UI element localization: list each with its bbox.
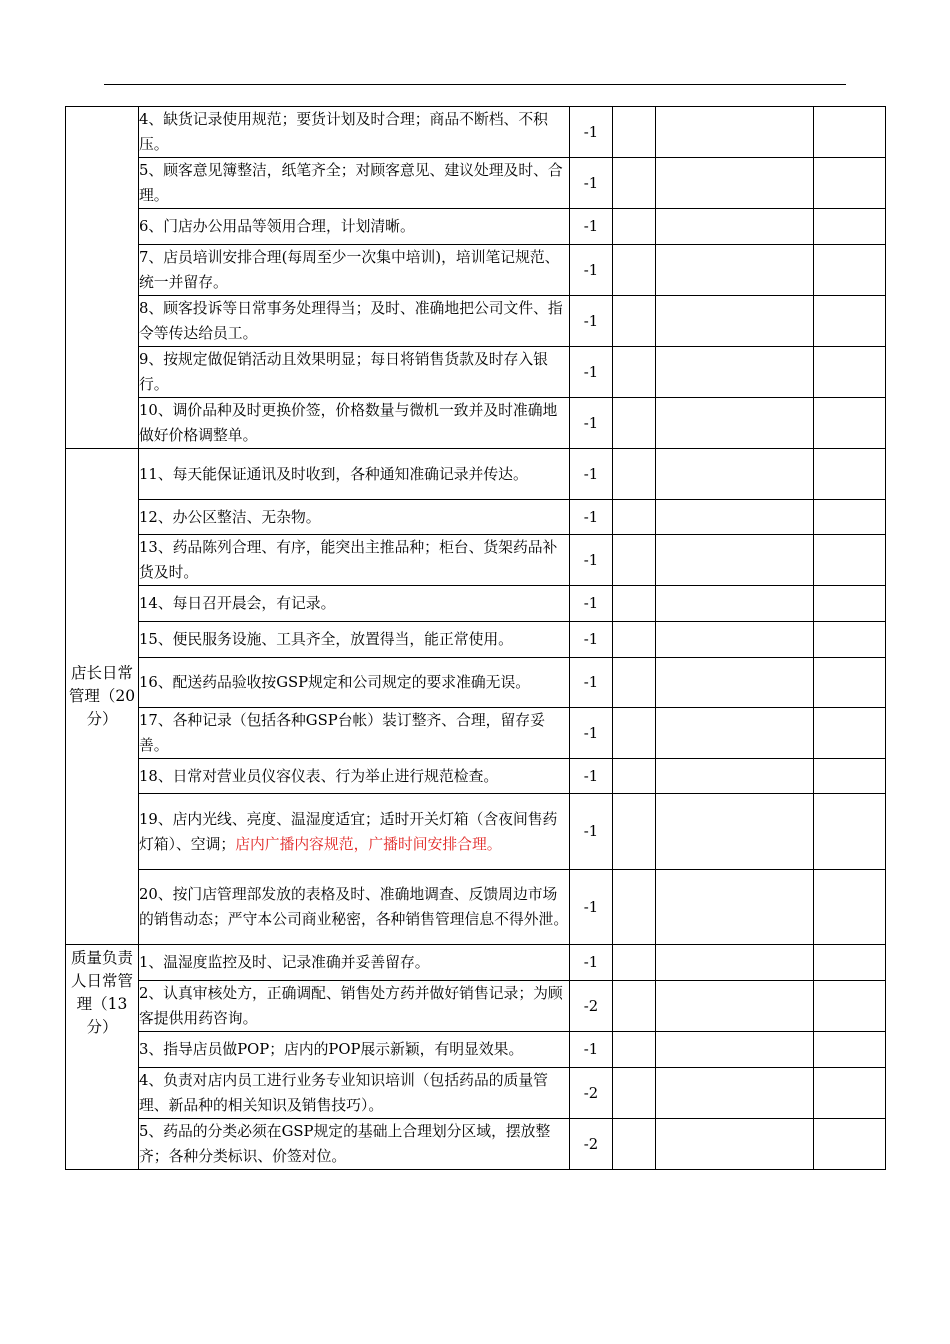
blank-cell[interactable] [613, 1119, 656, 1170]
blank-cell[interactable] [656, 107, 814, 158]
deduction-score: -1 [570, 158, 613, 209]
deduction-score: -1 [570, 398, 613, 449]
deduction-score: -1 [570, 622, 613, 658]
criterion-text: 2、认真审核处方，正确调配、销售处方药并做好销售记录；为顾客提供用药咨询。 [139, 981, 570, 1032]
blank-cell[interactable] [814, 1119, 886, 1170]
blank-cell[interactable] [656, 158, 814, 209]
blank-cell[interactable] [613, 347, 656, 398]
deduction-score: -1 [570, 500, 613, 535]
criterion-text: 1、温湿度监控及时、记录准确并妥善留存。 [139, 945, 570, 981]
blank-cell[interactable] [613, 245, 656, 296]
blank-cell[interactable] [613, 296, 656, 347]
blank-cell[interactable] [814, 209, 886, 245]
blank-cell[interactable] [814, 296, 886, 347]
table-row [66, 347, 886, 398]
blank-cell[interactable] [814, 658, 886, 708]
table-row [66, 586, 886, 622]
table-row [66, 398, 886, 449]
criterion-text: 18、日常对营业员仪容仪表、行为举止进行规范检查。 [139, 759, 570, 794]
blank-cell[interactable] [814, 622, 886, 658]
blank-cell[interactable] [613, 708, 656, 759]
deduction-score: -2 [570, 1068, 613, 1119]
criterion-text: 6、门店办公用品等领用合理，计划清晰。 [139, 209, 570, 245]
table-row [66, 296, 886, 347]
blank-cell[interactable] [656, 759, 814, 794]
criterion-text: 5、药品的分类必须在GSP规定的基础上合理划分区域，摆放整齐；各种分类标识、价签对位。 [139, 1119, 570, 1170]
category-cell [66, 107, 139, 449]
criterion-text: 11、每天能保证通讯及时收到，各种通知准确记录并传达。 [139, 449, 570, 500]
blank-cell[interactable] [613, 449, 656, 500]
criterion-text: 7、店员培训安排合理(每周至少一次集中培训)，培训笔记规范、统一并留存。 [139, 245, 570, 296]
blank-cell[interactable] [656, 622, 814, 658]
blank-cell[interactable] [656, 1068, 814, 1119]
deduction-score: -1 [570, 107, 613, 158]
blank-cell[interactable] [814, 449, 886, 500]
deduction-score: -2 [570, 1119, 613, 1170]
evaluation-table [65, 106, 886, 1170]
criterion-text-highlight: 店内广播内容规范，广播时间安排合理。 [235, 835, 502, 853]
deduction-score: -1 [570, 945, 613, 981]
blank-cell[interactable] [814, 759, 886, 794]
blank-cell[interactable] [814, 347, 886, 398]
criterion-text: 9、按规定做促销活动且效果明显；每日将销售货款及时存入银行。 [139, 347, 570, 398]
blank-cell[interactable] [613, 622, 656, 658]
blank-cell[interactable] [613, 107, 656, 158]
deduction-score: -1 [570, 245, 613, 296]
blank-cell[interactable] [814, 1032, 886, 1068]
blank-cell[interactable] [613, 759, 656, 794]
table-row [66, 759, 886, 794]
table-row [66, 1032, 886, 1068]
table-row [66, 500, 886, 535]
table-row [66, 245, 886, 296]
blank-cell[interactable] [613, 870, 656, 945]
blank-cell[interactable] [814, 870, 886, 945]
criterion-text: 10、调价品种及时更换价签，价格数量与微机一致并及时准确地做好价格调整单。 [139, 398, 570, 449]
table-row [66, 107, 886, 158]
table-row [66, 708, 886, 759]
blank-cell[interactable] [814, 794, 886, 870]
blank-cell[interactable] [656, 658, 814, 708]
deduction-score: -1 [570, 347, 613, 398]
deduction-score: -1 [570, 296, 613, 347]
table-row [66, 658, 886, 708]
blank-cell[interactable] [613, 535, 656, 586]
blank-cell[interactable] [814, 1068, 886, 1119]
blank-cell[interactable] [814, 535, 886, 586]
criterion-text: 14、每日召开晨会，有记录。 [139, 586, 570, 622]
table-row [66, 209, 886, 245]
header-rule [104, 84, 846, 85]
deduction-score: -1 [570, 708, 613, 759]
table-row [66, 794, 886, 870]
table-row [66, 158, 886, 209]
table-row [66, 449, 886, 500]
blank-cell[interactable] [613, 586, 656, 622]
deduction-score: -1 [570, 535, 613, 586]
blank-cell[interactable] [613, 945, 656, 981]
blank-cell[interactable] [613, 658, 656, 708]
blank-cell[interactable] [656, 981, 814, 1032]
blank-cell[interactable] [613, 981, 656, 1032]
blank-cell[interactable] [656, 347, 814, 398]
blank-cell[interactable] [656, 794, 814, 870]
blank-cell[interactable] [613, 398, 656, 449]
deduction-score: -1 [570, 1032, 613, 1068]
category-cell: 质量负责人日常管理（13分） [66, 945, 139, 1170]
blank-cell[interactable] [656, 1119, 814, 1170]
criterion-text: 3、指导店员做POP；店内的POP展示新颖，有明显效果。 [139, 1032, 570, 1068]
deduction-score: -1 [570, 586, 613, 622]
blank-cell[interactable] [656, 296, 814, 347]
blank-cell[interactable] [656, 1032, 814, 1068]
blank-cell[interactable] [656, 586, 814, 622]
criterion-text: 13、药品陈列合理、有序，能突出主推品种；柜台、货架药品补货及时。 [139, 535, 570, 586]
blank-cell[interactable] [613, 158, 656, 209]
deduction-score: -2 [570, 981, 613, 1032]
deduction-score: -1 [570, 759, 613, 794]
blank-cell[interactable] [814, 398, 886, 449]
blank-cell[interactable] [814, 981, 886, 1032]
table-row [66, 1068, 886, 1119]
criterion-text: 8、顾客投诉等日常事务处理得当；及时、准确地把公司文件、指令等传达给员工。 [139, 296, 570, 347]
blank-cell[interactable] [656, 209, 814, 245]
blank-cell[interactable] [656, 500, 814, 535]
blank-cell[interactable] [613, 500, 656, 535]
blank-cell[interactable] [613, 1032, 656, 1068]
blank-cell[interactable] [656, 945, 814, 981]
blank-cell[interactable] [814, 158, 886, 209]
table-row [66, 622, 886, 658]
deduction-score: -1 [570, 794, 613, 870]
table-row [66, 981, 886, 1032]
deduction-score: -1 [570, 449, 613, 500]
criterion-text: 20、按门店管理部发放的表格及时、准确地调查、反馈周边市场的销售动态；严守本公司商业秘密，各种销售管理信息不得外泄。 [139, 870, 570, 945]
blank-cell[interactable] [613, 794, 656, 870]
blank-cell[interactable] [814, 500, 886, 535]
criterion-text: 5、顾客意见簿整洁，纸笔齐全；对顾客意见、建议处理及时、合理。 [139, 158, 570, 209]
category-cell: 店长日常管理（20分） [66, 449, 139, 945]
table-row [66, 945, 886, 981]
blank-cell[interactable] [814, 586, 886, 622]
criterion-text: 17、各种记录（包括各种GSP台帐）装订整齐、合理，留存妥善。 [139, 708, 570, 759]
table-row [66, 1119, 886, 1170]
criterion-text: 4、缺货记录使用规范；要货计划及时合理；商品不断档、不积压。 [139, 107, 570, 158]
blank-cell[interactable] [656, 245, 814, 296]
blank-cell[interactable] [814, 107, 886, 158]
blank-cell[interactable] [656, 449, 814, 500]
criterion-text: 16、配送药品验收按GSP规定和公司规定的要求准确无误。 [139, 658, 570, 708]
deduction-score: -1 [570, 209, 613, 245]
blank-cell[interactable] [613, 209, 656, 245]
blank-cell[interactable] [814, 945, 886, 981]
criterion-text [139, 794, 570, 870]
criterion-text: 15、便民服务设施、工具齐全，放置得当，能正常使用。 [139, 622, 570, 658]
blank-cell[interactable] [656, 708, 814, 759]
criterion-text: 4、负责对店内员工进行业务专业知识培训（包括药品的质量管理、新品种的相关知识及销售技巧）。 [139, 1068, 570, 1119]
criterion-text: 12、办公区整洁、无杂物。 [139, 500, 570, 535]
table-row [66, 535, 886, 586]
blank-cell[interactable] [656, 870, 814, 945]
blank-cell[interactable] [814, 245, 886, 296]
blank-cell[interactable] [814, 708, 886, 759]
deduction-score: -1 [570, 870, 613, 945]
deduction-score: -1 [570, 658, 613, 708]
blank-cell[interactable] [656, 535, 814, 586]
table-row [66, 870, 886, 945]
blank-cell[interactable] [656, 398, 814, 449]
criterion-text-part: 19、店内光线、亮度、温湿度适宜；适时开关灯箱（含夜间售药灯箱）、空调； [139, 810, 558, 853]
blank-cell[interactable] [613, 1068, 656, 1119]
